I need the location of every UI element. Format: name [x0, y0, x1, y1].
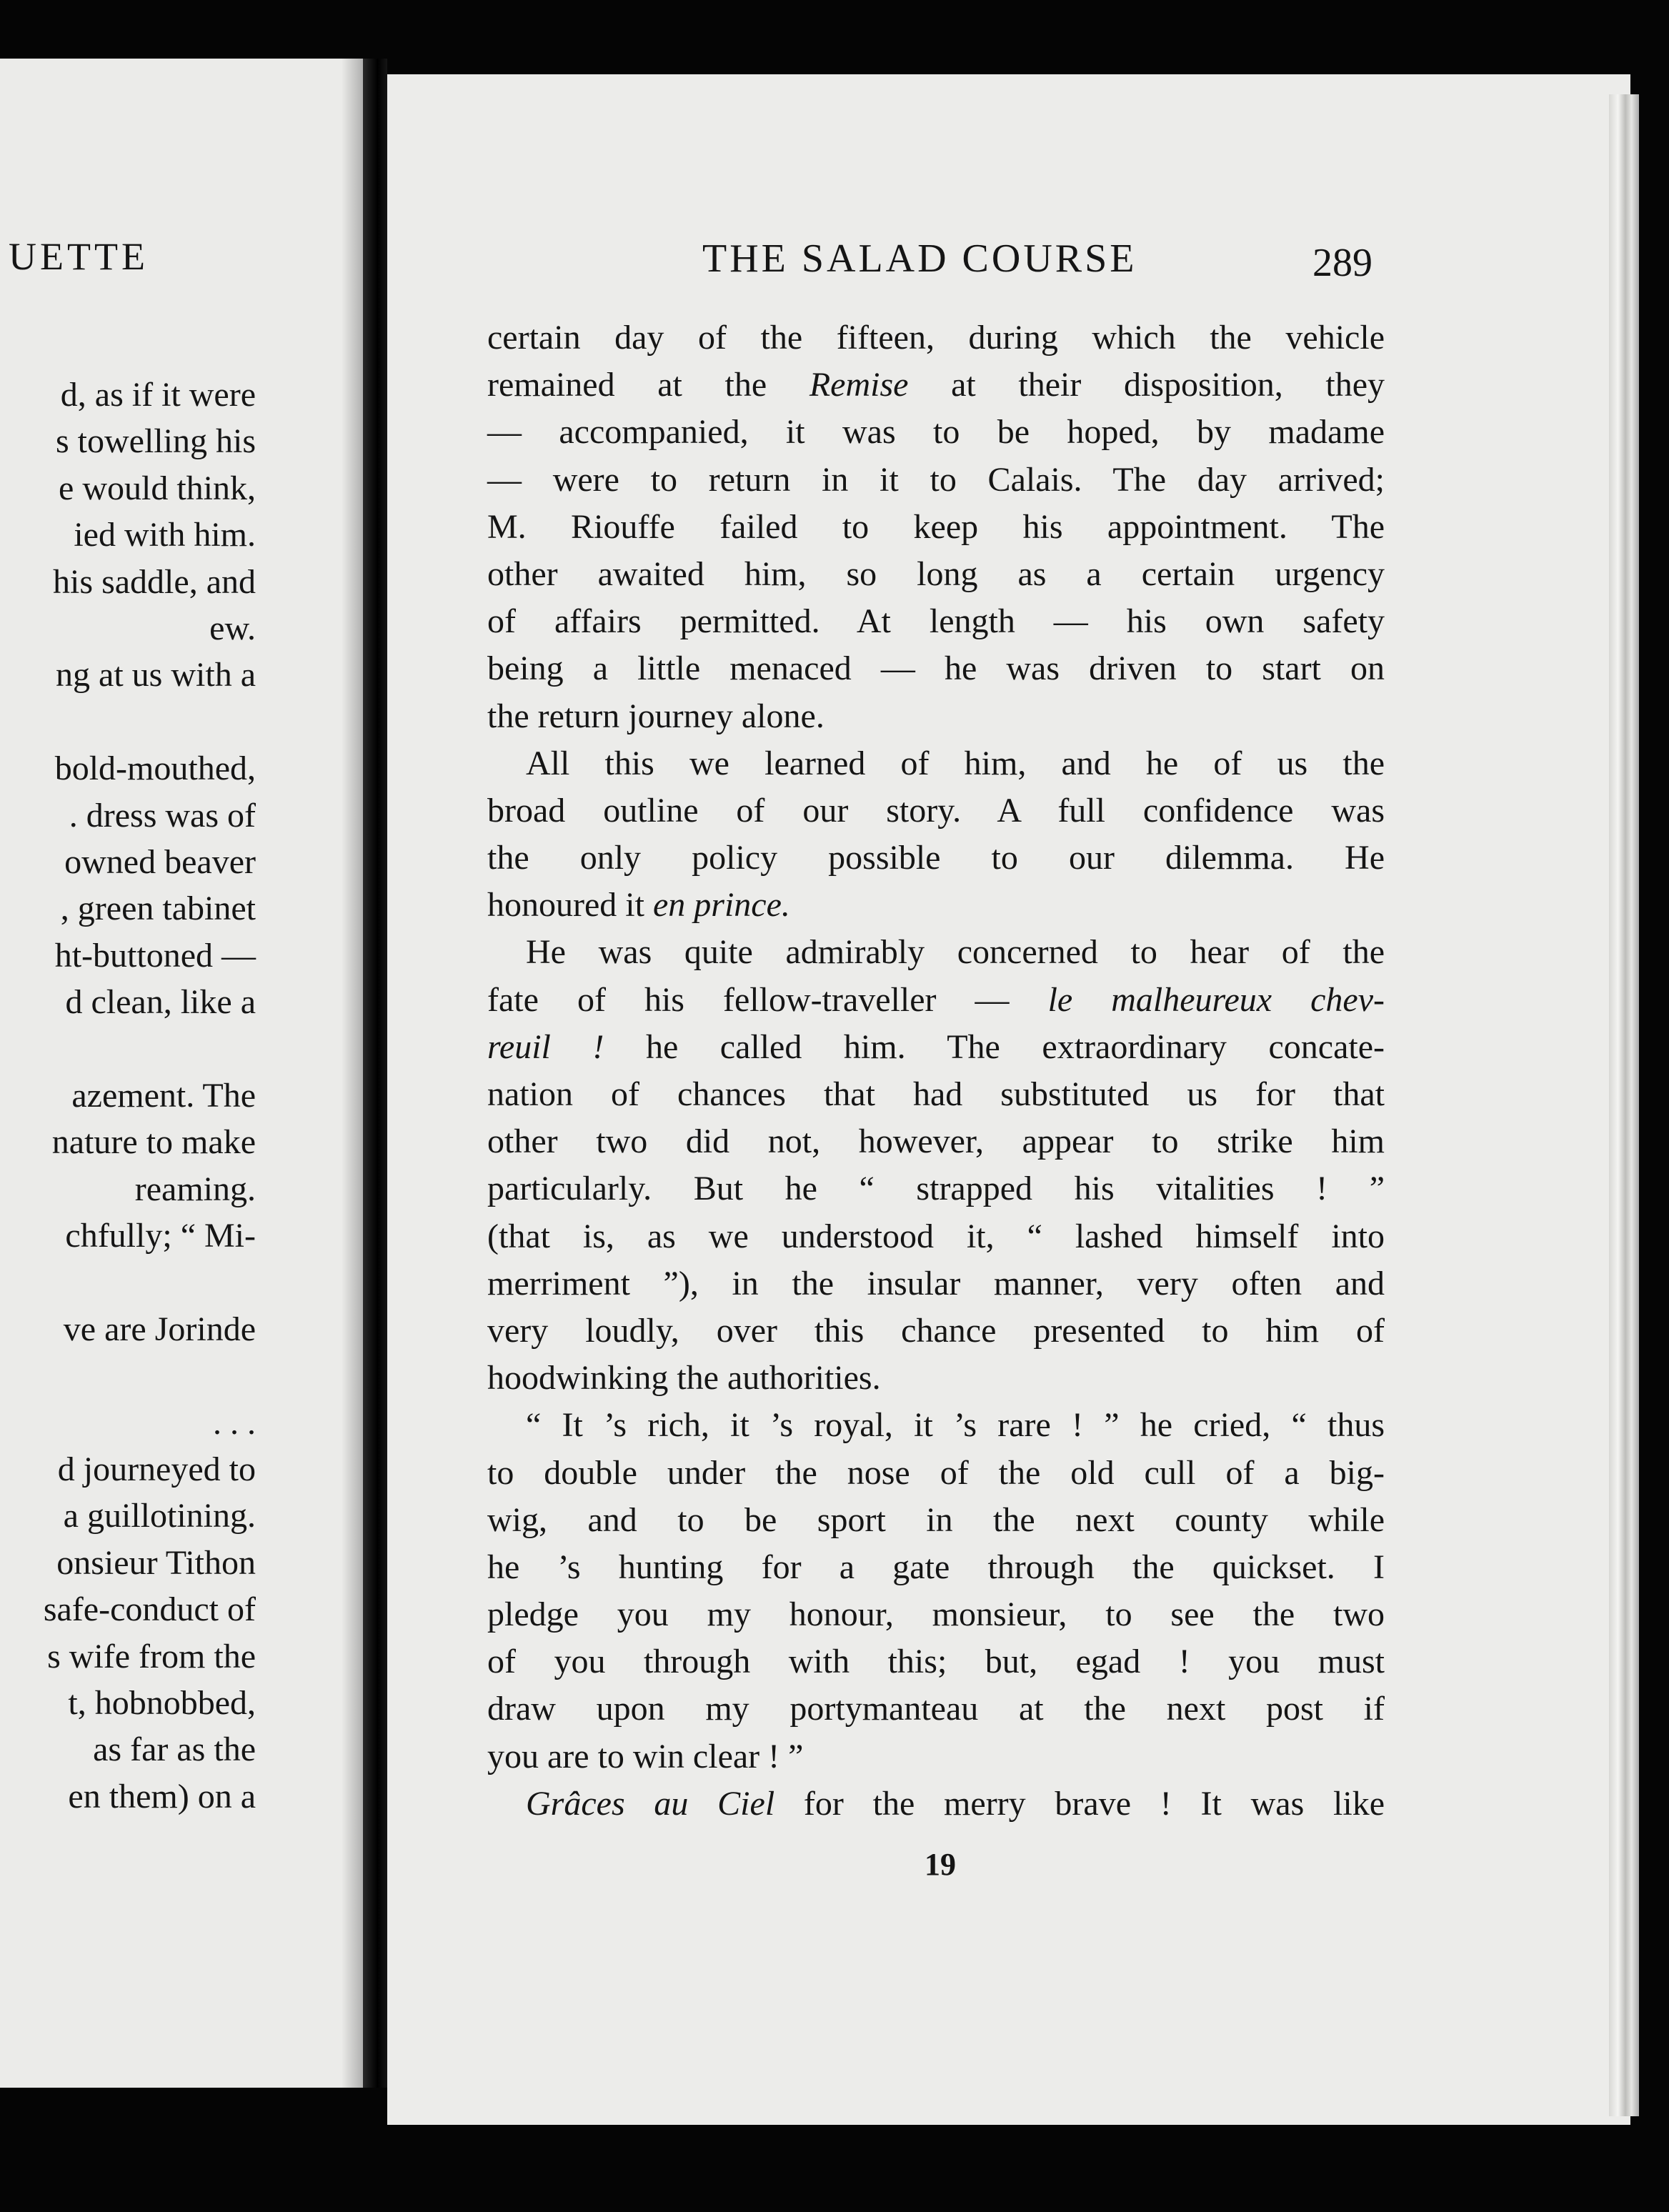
text-run: being a little menaced — he was driven to start on: [487, 649, 1385, 688]
left-text-line: owned beaver: [64, 842, 256, 881]
text-run: He was quite admirably concerned to hear of the: [526, 933, 1385, 972]
text-run: draw upon my portymanteau at the next post if: [487, 1690, 1385, 1728]
left-text-line: a guillotining.: [63, 1497, 256, 1535]
text-line: [487, 598, 1385, 645]
left-text-line: azement. The: [71, 1076, 256, 1115]
text-run: the return journey alone.: [487, 697, 824, 735]
text-run: broad outline of our story. A full confidence was: [487, 791, 1385, 830]
text-run: of you through with this; but, egad ! you must: [487, 1643, 1385, 1681]
left-text-line: as far as the: [93, 1730, 256, 1769]
text-line: [487, 457, 1385, 504]
text-line: [487, 314, 1385, 362]
text-line: [487, 409, 1385, 456]
text-line: [487, 1355, 1385, 1402]
left-page-shadow: [342, 59, 363, 2088]
text-run: other two did not, however, appear to strike him: [487, 1122, 1385, 1161]
text-line: [487, 740, 1385, 787]
italic-text: reuil !: [487, 1027, 604, 1066]
text-run: at their disposition, they: [908, 366, 1385, 404]
text-line: [487, 1497, 1385, 1544]
italic-text: en prince.: [652, 886, 790, 925]
left-text-line: t, hobnobbed,: [68, 1683, 256, 1722]
text-line: [487, 929, 1385, 976]
signature-mark: 19: [925, 1847, 956, 1882]
text-run: very loudly, over this chance presented to him of: [487, 1311, 1385, 1350]
left-text-line: d clean, like a: [65, 983, 256, 1022]
text-run: to double under the nose of the old cull of a big-: [487, 1453, 1385, 1492]
left-text-line: safe-conduct of: [43, 1590, 256, 1629]
text-run: you are to win clear ! ”: [487, 1737, 804, 1775]
left-text-line: [0, 1025, 256, 1072]
left-page-text: [0, 372, 256, 1820]
text-line: [487, 1024, 1385, 1071]
left-text-line: reaming.: [134, 1170, 256, 1208]
body-text: [487, 314, 1385, 1828]
left-text-line: his saddle, and: [53, 562, 256, 601]
text-line: [487, 1213, 1385, 1260]
left-text-line: s towelling his: [55, 422, 256, 461]
text-line: [487, 1780, 1385, 1828]
left-text-line: en them) on a: [68, 1777, 256, 1815]
text-line: [487, 1071, 1385, 1118]
text-run: fate of his fellow-traveller —: [487, 980, 1048, 1019]
left-text-line: ied with him.: [74, 516, 256, 554]
left-text-line: ht-buttoned —: [54, 936, 256, 975]
text-run: he called him. The extraordinary concate-: [604, 1027, 1385, 1066]
italic-text: Grâces au Ciel: [526, 1784, 775, 1823]
book-gutter: [363, 59, 387, 2088]
left-text-line: [0, 1352, 256, 1399]
left-text-line: ng at us with a: [56, 656, 256, 694]
text-run: pledge you my honour, monsieur, to see the two: [487, 1595, 1385, 1634]
text-line: [487, 882, 1385, 929]
left-text-line: onsieur Tithon: [56, 1543, 256, 1582]
left-text-line: . dress was of: [69, 796, 256, 835]
left-text-line: d journeyed to: [57, 1450, 256, 1488]
page-number: 289: [1312, 241, 1372, 285]
text-run: (that is, as we understood it, “ lashed himself into: [487, 1217, 1385, 1255]
left-text-line: s wife from the: [47, 1637, 256, 1675]
text-line: [487, 504, 1385, 551]
text-run: M. Riouffe failed to keep his appointment. The: [487, 507, 1385, 546]
text-line: [487, 1402, 1385, 1449]
text-line: [487, 1118, 1385, 1165]
text-run: for the merry brave ! It was like: [774, 1784, 1385, 1823]
left-running-head: UETTE: [9, 235, 149, 278]
text-line: [487, 1307, 1385, 1355]
text-line: [487, 1591, 1385, 1638]
text-run: certain day of the fifteen, during which the vehicle: [487, 319, 1385, 357]
text-line: [487, 1685, 1385, 1733]
left-text-line: [0, 1259, 256, 1305]
text-run: merriment ”), in the insular manner, very often and: [487, 1264, 1385, 1302]
text-line: [487, 1638, 1385, 1685]
text-run: other awaited him, so long as a certain urgency: [487, 554, 1385, 593]
text-line: [487, 551, 1385, 598]
text-run: — accompanied, it was to be hoped, by madame: [487, 413, 1385, 452]
text-line: [487, 693, 1385, 740]
text-run: particularly. But he “ strapped his vitalities ! ”: [487, 1170, 1385, 1208]
text-run: wig, and to be sport in the next county while: [487, 1500, 1385, 1539]
left-text-line: nature to make: [51, 1123, 256, 1162]
left-text-line: [0, 699, 256, 745]
text-line: [487, 1544, 1385, 1591]
left-text-line: bold-mouthed,: [54, 749, 256, 788]
text-line: [487, 645, 1385, 692]
text-run: the only policy possible to our dilemma. He: [487, 839, 1385, 877]
text-run: nation of chances that had substituted us for that: [487, 1075, 1385, 1113]
text-line: [487, 787, 1385, 835]
text-line: [487, 1165, 1385, 1212]
text-run: “ It ’s rich, it ’s royal, it ’s rare ! ” he cried, “ thus: [526, 1406, 1385, 1445]
left-text-line: ew.: [209, 609, 256, 647]
left-text-line: ve are Jorinde: [63, 1310, 256, 1348]
text-run: — were to return in it to Calais. The day arrived;: [487, 460, 1385, 499]
page-edges: [1609, 94, 1639, 2116]
text-line: [487, 1450, 1385, 1497]
text-run: honoured it: [487, 886, 653, 925]
left-text-line: , green tabinet: [60, 890, 256, 928]
italic-text: le malheureux chev-: [1047, 980, 1385, 1019]
text-line: [487, 1733, 1385, 1780]
left-text-line: chfully; “ Mi-: [65, 1217, 256, 1255]
text-run: of affairs permitted. At length — his own safety: [487, 602, 1385, 641]
left-text-line: d, as if it were: [60, 376, 256, 414]
text-run: he ’s hunting for a gate through the quickset. I: [487, 1548, 1385, 1586]
text-run: remained at the: [487, 366, 809, 404]
text-line: [487, 977, 1385, 1024]
text-line: [487, 835, 1385, 882]
text-line: [487, 1260, 1385, 1307]
text-line: [487, 362, 1385, 409]
left-facing-page: [0, 59, 363, 2088]
left-text-line: e would think,: [59, 469, 256, 507]
text-run: All this we learned of him, and he of us the: [526, 744, 1385, 782]
italic-text: Remise: [809, 366, 909, 404]
text-run: hoodwinking the authorities.: [487, 1359, 881, 1398]
left-text-line: . . .: [213, 1403, 256, 1442]
running-head: THE SALAD COURSE: [702, 236, 1137, 281]
